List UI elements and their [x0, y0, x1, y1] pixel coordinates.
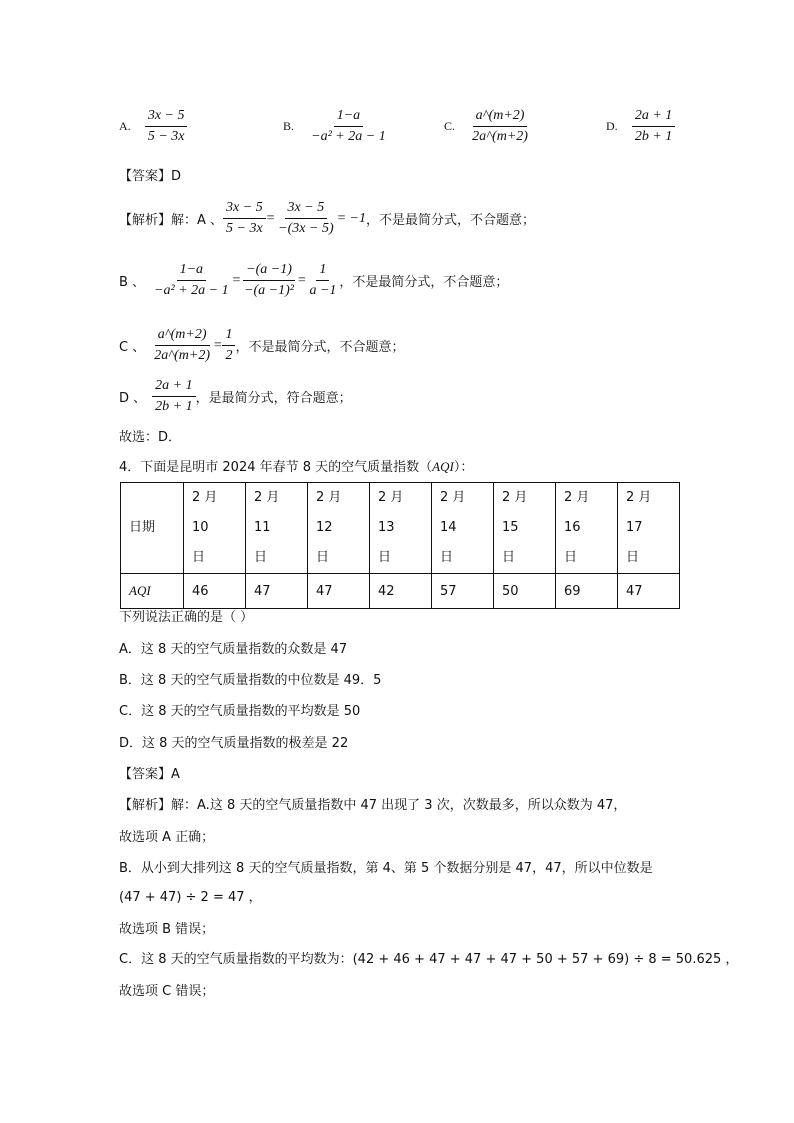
table-cell-value: 47 — [618, 574, 680, 609]
table-cell-value: 50 — [494, 574, 556, 609]
table-cell-date — [618, 483, 680, 574]
analysis-tag: 【解析】 — [119, 798, 172, 813]
fraction-numerator: 1−a — [177, 262, 206, 281]
table-cell-date — [308, 483, 370, 574]
analysis-intro: 解：A 、 — [171, 213, 224, 228]
fraction-numerator: 3x − 5 — [145, 108, 188, 127]
fraction-numerator: 1−a — [334, 108, 363, 127]
q4-question: 下列说法正确的是（ ） — [119, 610, 254, 625]
fraction-denominator: 2b + 1 — [155, 399, 193, 414]
fraction — [223, 200, 266, 237]
q4-option-d: D．这 8 天的空气质量指数的极差是 22 — [119, 736, 349, 751]
fraction-denominator: 2 — [225, 348, 233, 363]
table-cell-date — [494, 483, 556, 574]
q4-option-b: B．这 8 天的空气质量指数的中位数是 49．5 — [119, 673, 382, 688]
option-b-label: B. — [283, 119, 295, 133]
fraction-numerator: 3x − 5 — [223, 200, 266, 219]
fraction-denominator: 5 − 3x — [226, 221, 263, 236]
result: = −1 — [336, 210, 367, 226]
date-text: 2 月 17 — [626, 490, 652, 535]
fraction-numerator: 3x − 5 — [285, 200, 328, 219]
q4-stem-end: ）： — [453, 460, 474, 475]
fraction — [151, 327, 213, 364]
date-suffix: 日 — [192, 550, 206, 565]
table-cell-date — [370, 483, 432, 574]
fraction-numerator: 1 — [222, 327, 235, 346]
date-text: 2 月 11 — [254, 490, 280, 535]
option-d-label: D. — [606, 119, 618, 133]
q3-answer — [119, 165, 181, 184]
table-row-dates — [121, 483, 680, 574]
analysis-text: 解：A.这 8 天的空气质量指数中 47 出现了 3 次，次数最多，所以众数为 47， — [171, 798, 627, 813]
table-cell-value: 47 — [308, 574, 370, 609]
option-c — [444, 108, 531, 145]
table-header-aqi: AQI — [121, 574, 184, 609]
answer-value: A — [171, 767, 180, 782]
table-cell-value: 47 — [246, 574, 308, 609]
q4-analysis-line: C．这 8 天的空气质量指数的平均数为：(42 + 46 + 47 + 47 + 47 + 50 + 57 + 69) ÷ 8 = 50.625 ， — [119, 952, 739, 967]
q4-analysis-line: 故选项 C 错误； — [119, 984, 215, 999]
date-text: 2 月 16 — [564, 490, 590, 535]
date-suffix: 日 — [316, 550, 330, 565]
date-suffix: 日 — [440, 550, 454, 565]
q4-analysis-line: (47 + 47) ÷ 2 = 47 ， — [119, 890, 262, 905]
option-a-fraction — [145, 108, 188, 145]
fraction-numerator: 1 — [316, 262, 329, 281]
analysis-text: ，不是最简分式，不合题意； — [366, 213, 536, 228]
option-c-fraction — [469, 108, 531, 145]
option-c-label: C. — [444, 119, 456, 133]
date-suffix: 日 — [626, 550, 640, 565]
table-row-aqi — [121, 574, 680, 609]
answer-tag: 【答案】 — [119, 169, 172, 184]
table-cell-value: 69 — [556, 574, 618, 609]
answer-value: D — [171, 169, 182, 184]
date-suffix: 日 — [378, 550, 392, 565]
fraction — [222, 327, 235, 364]
option-a — [119, 108, 187, 145]
analysis-prefix: C 、 — [119, 340, 146, 355]
fraction — [152, 378, 195, 415]
fraction-numerator: a^(m+2) — [473, 108, 528, 127]
q3-conclusion: 故选：D． — [119, 430, 182, 445]
fraction — [151, 262, 232, 299]
table-cell-date — [432, 483, 494, 574]
fraction-numerator: a^(m+2) — [155, 327, 210, 346]
date-text: 2 月 14 — [440, 490, 466, 535]
option-b-fraction — [308, 108, 389, 145]
fraction-numerator: 2a + 1 — [152, 378, 195, 397]
q4-analysis-line: 故选项 B 错误； — [119, 922, 215, 937]
fraction-denominator: 5 − 3x — [147, 129, 185, 144]
q3-analysis-a: 【解析】 解：A 、 $\frac{3x - 5}{5 - 3x}$ = $\frac{3x - 5}{-(3x - 5)}$ = −1 ，不是最简分式，不合题意； — [119, 200, 536, 236]
analysis-text: ，是最简分式，符合题意； — [195, 391, 352, 406]
q4-stem — [119, 456, 473, 475]
fraction-denominator: −a² + 2a − 1 — [154, 283, 229, 298]
table-cell-value: 57 — [432, 574, 494, 609]
fraction — [241, 262, 297, 299]
q4-answer — [119, 763, 180, 782]
fraction-denominator: −(3x − 5) — [278, 221, 334, 236]
fraction-denominator: −a² + 2a − 1 — [311, 129, 386, 144]
fraction-denominator: a −1 — [309, 283, 337, 298]
answer-tag: 【答案】 — [119, 767, 172, 782]
q3-analysis-c: C 、 $\frac{a\^{}(m+2)}{2a\^{}(m+2)}$ = $\frac{1}{2}$ ，不是最简分式，不合题意； — [119, 327, 405, 363]
q4-analysis-line — [119, 794, 626, 813]
q4-option-a: A．这 8 天的空气质量指数的众数是 47 — [119, 642, 348, 657]
q4-analysis-line: 故选项 A 正确； — [119, 830, 215, 845]
date-suffix: 日 — [502, 550, 516, 565]
fraction-denominator: 2b + 1 — [634, 129, 673, 144]
table-cell-value: 42 — [370, 574, 432, 609]
aqi-table — [120, 482, 680, 609]
fraction — [306, 262, 339, 299]
table-cell-value: 46 — [184, 574, 246, 609]
date-text: 2 月 10 — [192, 490, 218, 535]
option-d-fraction — [632, 108, 675, 145]
date-text: 2 月 13 — [378, 490, 404, 535]
q3-analysis-b: B 、 $\frac{1-a}{\text{−a² + 2a − 1}}$ = $\frac{-(a -1)}{\text{−(a −1)²}}$ = $\frac{1}{a -1}$ ，不是最简分式，不合题意； — [119, 262, 509, 298]
analysis-text: ，不是最简分式，不合题意； — [339, 275, 509, 290]
date-suffix: 日 — [564, 550, 578, 565]
date-suffix: 日 — [254, 550, 268, 565]
analysis-tag: 【解析】 — [119, 213, 172, 228]
fraction-numerator: 2a + 1 — [632, 108, 675, 127]
analysis-prefix: B 、 — [119, 275, 146, 290]
fraction — [275, 200, 336, 237]
q4-option-c: C．这 8 天的空气质量指数的平均数是 50 — [119, 704, 361, 719]
option-b — [283, 108, 389, 145]
analysis-text: ，不是最简分式，不合题意； — [235, 340, 405, 355]
date-text: 2 月 15 — [502, 490, 528, 535]
q3-analysis-d — [119, 378, 352, 415]
table-header-date: 日期 — [121, 483, 184, 574]
analysis-prefix: D 、 — [119, 391, 147, 406]
q4-stem-text: 4．下面是昆明市 2024 年春节 8 天的空气质量指数（ — [119, 460, 433, 475]
table-cell-date — [556, 483, 618, 574]
fraction-denominator: 2a^(m+2) — [472, 129, 528, 144]
option-a-label: A. — [119, 119, 131, 133]
q4-stem-aqi: AQI — [432, 459, 454, 474]
date-text: 2 月 12 — [316, 490, 342, 535]
q4-analysis-line: B．从小到大排列这 8 天的空气质量指数，第 4、第 5 个数据分别是 47，47，所以中位数是 — [119, 861, 653, 876]
fraction-denominator: −(a −1)² — [244, 283, 294, 298]
table-cell-date — [246, 483, 308, 574]
option-d — [606, 108, 675, 145]
fraction-denominator: 2a^(m+2) — [154, 348, 211, 363]
table-cell-date — [184, 483, 246, 574]
fraction-numerator: −(a −1) — [243, 262, 295, 281]
